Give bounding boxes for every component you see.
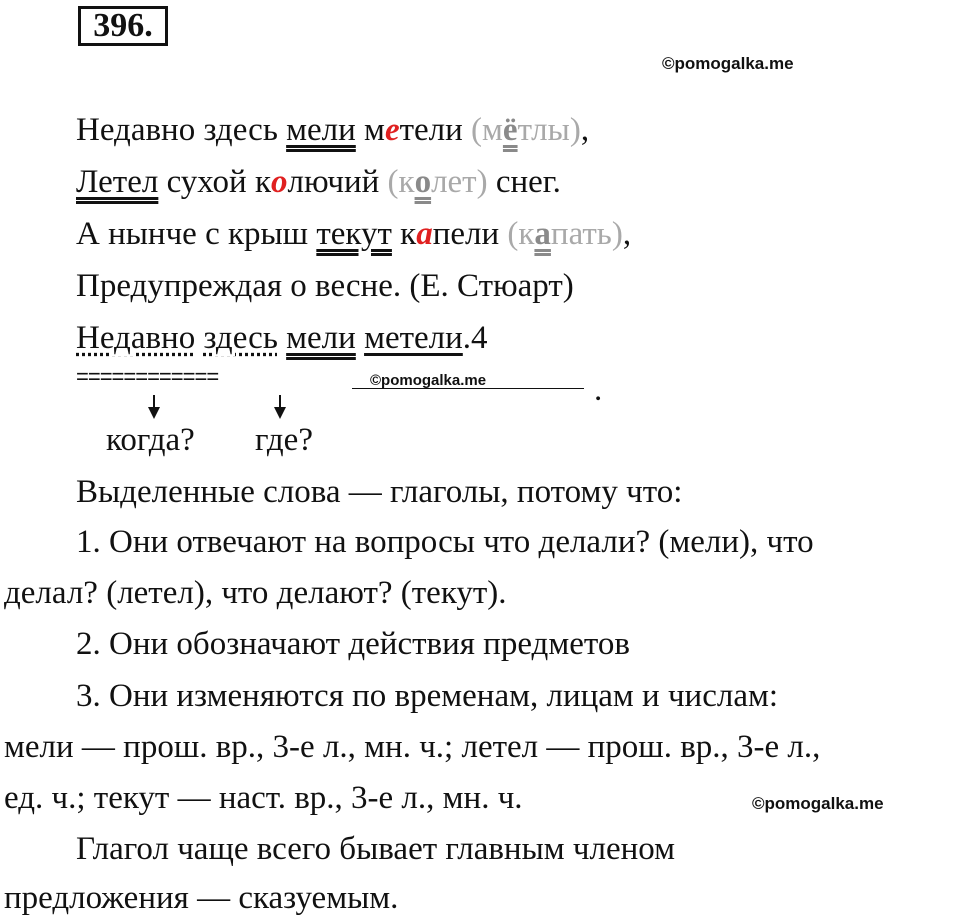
predicate-word: текут (316, 216, 392, 252)
poem-line-2 (76, 162, 561, 202)
text: снег. (487, 164, 561, 200)
adverbial-word: Недавно (76, 320, 196, 356)
text: (м (462, 112, 503, 148)
text: к (391, 216, 417, 252)
text: А нынче с крыш (76, 216, 317, 252)
text: , (580, 112, 590, 148)
poem-line-4: Предупреждая о весне. (Е. Стюарт) (76, 268, 574, 304)
text: (к (379, 164, 415, 200)
predicate-word: мели (286, 320, 356, 356)
text: лючий (287, 164, 380, 200)
subject-word: метели (364, 320, 463, 356)
point-2: 2. Они обозначают действия предметов (76, 626, 630, 662)
poem-line-3 (76, 214, 631, 254)
watermark: ©pomogalka.me (752, 794, 884, 813)
point-3-line-3: ед. ч.; текут — наст. вр., 3-е л., мн. ч. (4, 780, 523, 816)
point-1-line-1: 1. Они отвечают на вопросы что делали? (мели), что (76, 524, 814, 560)
check-word (379, 164, 487, 200)
conclusion-line-1: Глагол чаще всего бывает главным членом (76, 831, 676, 867)
period-mark: . (594, 372, 603, 408)
poem-line-1 (76, 110, 589, 150)
text: м (364, 112, 385, 148)
check-vowel: ё (502, 112, 518, 148)
predicate-equals-line: ============ (76, 364, 219, 389)
text: Недавно здесь (76, 112, 287, 148)
down-arrow-icon (153, 395, 155, 417)
divider-line (352, 388, 584, 389)
text: , (622, 216, 632, 252)
text: пели (432, 216, 500, 252)
check-word (499, 216, 623, 252)
point-3-line-1: 3. Они изменяются по временам, лицам и числам: (76, 678, 779, 714)
adverbial-word: здесь (203, 320, 278, 356)
highlighted-vowel: е (384, 112, 400, 148)
task-number: 396. (78, 6, 168, 46)
question-when: когда? (106, 422, 195, 458)
point-1-line-2: делал? (летел), что делают? (текут). (4, 575, 507, 611)
conclusion-line-2: предложения — сказуемым. (4, 880, 399, 916)
check-vowel: о (414, 164, 432, 200)
watermark: ©pomogalka.me (370, 372, 487, 389)
question-where: где? (255, 422, 313, 458)
sentence-analysis (76, 318, 488, 358)
paragraph-intro: Выделенные слова — глаголы, потому что: (76, 474, 683, 510)
check-word (463, 112, 581, 148)
predicate-word: Летел (76, 164, 159, 200)
text (356, 112, 364, 148)
watermark: ©pomogalka.me (662, 54, 794, 73)
text: пать) (550, 216, 623, 252)
point-3-line-2: мели — прош. вр., 3-е л., мн. ч.; летел — прош. вр., 3-е л., (4, 729, 821, 765)
text: .4 (462, 320, 488, 356)
text: тлы) (517, 112, 581, 148)
highlighted-vowel: а (416, 216, 433, 252)
text: лет) (431, 164, 488, 200)
text: тели (399, 112, 463, 148)
predicate-word: мели (286, 112, 356, 148)
down-arrow-icon (279, 395, 281, 417)
highlighted-vowel: о (271, 164, 288, 200)
check-vowel: а (534, 216, 551, 252)
text: сухой к (158, 164, 271, 200)
text: (к (499, 216, 535, 252)
